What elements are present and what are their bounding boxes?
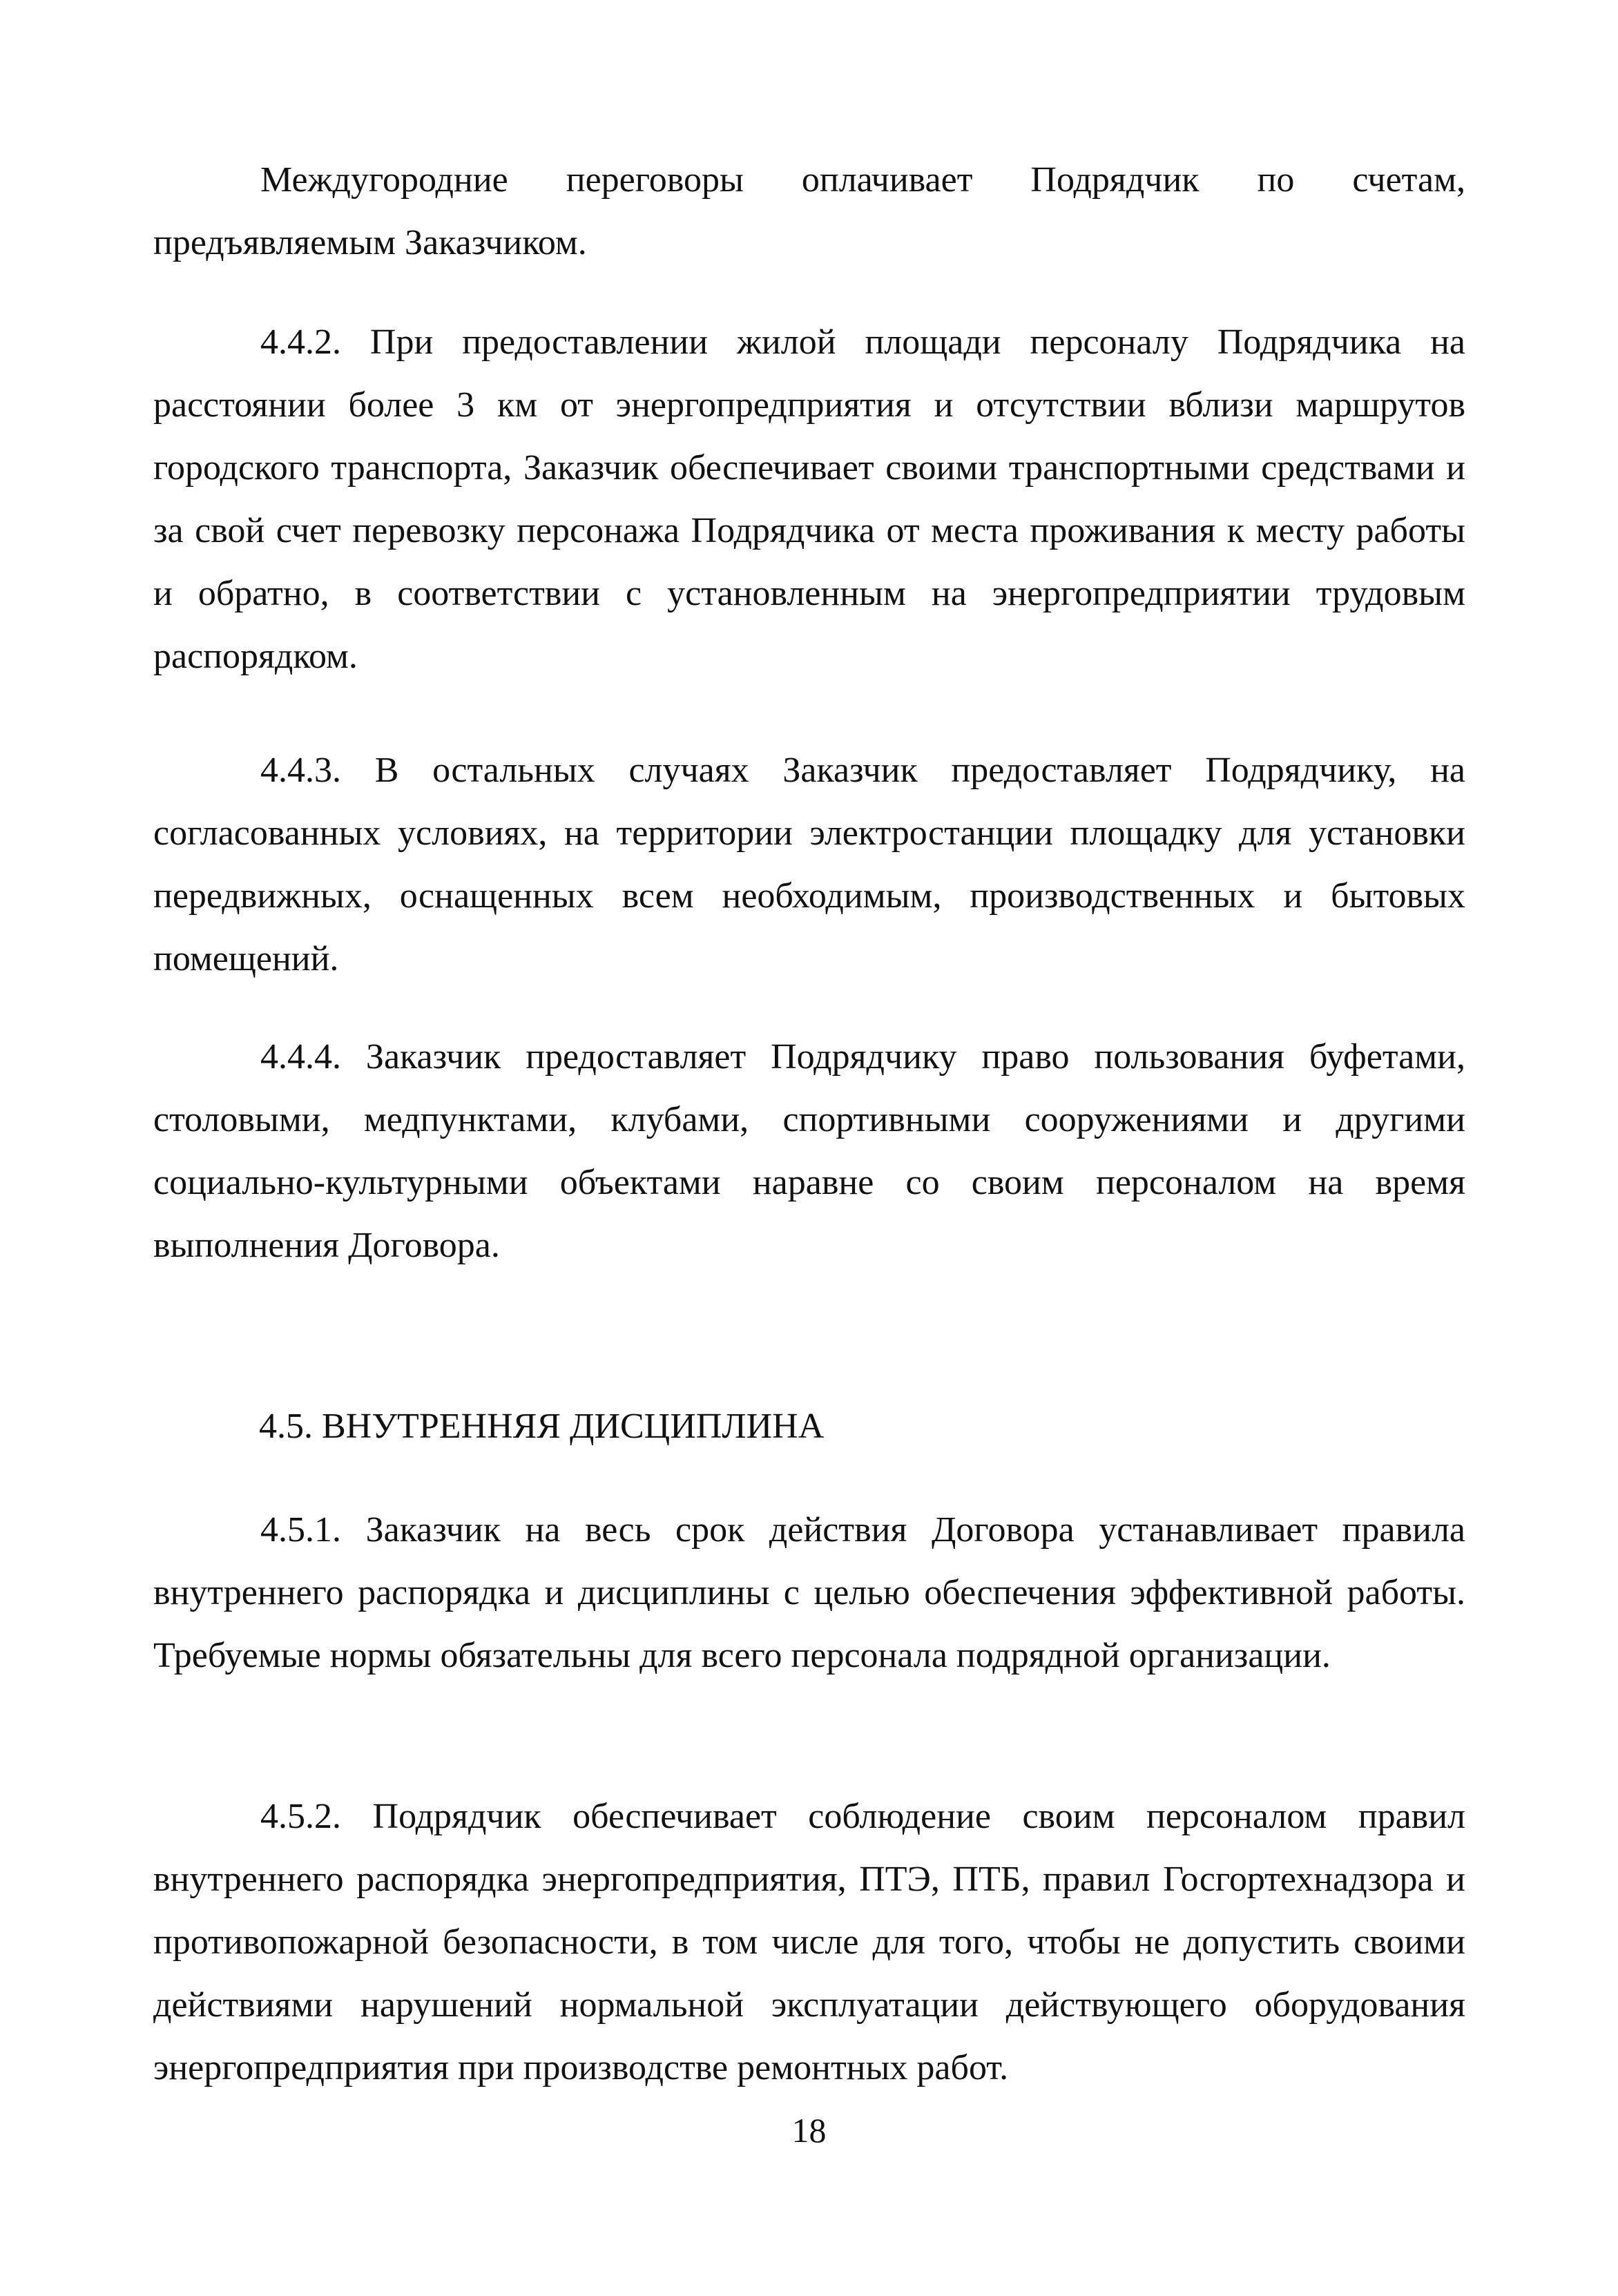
paragraph-long-distance-calls: Междугородние переговоры оплачивает Подрядчик по счетам, предъявляемым Заказчиком. [153,160,1465,262]
section-heading-internal-discipline: 4.5. ВНУТРЕННЯЯ ДИСЦИПЛИНА [259,1407,825,1446]
paragraph-4-5-2: 4.5.2. Подрядчик обеспечивает соблюдение своим персоналом правил внутреннего распорядка энергопредприятия, ПТЭ, ПТБ, правил Госгортехнадзора и противопожарной безопасности, в том числе для того, чтобы не допустить своими действиями нарушений нормальной эксплуатации действующего оборудования энергопредприятия при производстве ремонтных работ. [153,1797,1465,2087]
page-number: 18 [791,2111,827,2150]
paragraph-4-4-4: 4.4.4. Заказчик предоставляет Подрядчику право пользования буфетами, столовыми, медпунктами, клубами, спортивными сооружениями и другими социально-культурными объектами наравне со своим персоналом на время выполнения Договора. [153,1037,1465,1265]
paragraph-4-5-1: 4.5.1. Заказчик на весь срок действия Договора устанавливает правила внутреннего распорядка и дисциплины с целью обеспечения эффективной работы. Требуемые нормы обязательны для всего персонала подрядной организации. [153,1510,1465,1675]
paragraph-4-4-3: 4.4.3. В остальных случаях Заказчик предоставляет Подрядчику, на согласованных условиях, на территории электростанции площадку для установки передвижных, оснащенных всем необходимым, производственных и бытовых помещений. [153,751,1465,978]
paragraph-4-4-2: 4.4.2. При предоставлении жилой площади персоналу Подрядчика на расстоянии более 3 км от энергопредприятия и отсутствии вблизи маршрутов городского транспорта, Заказчик обеспечивает своими транспортными средствами и за свой счет перевозку персонажа Подрядчика от места проживания к месту работы и обратно, в соответствии с установленным на энергопредприятии трудовым распорядком. [153,322,1465,676]
